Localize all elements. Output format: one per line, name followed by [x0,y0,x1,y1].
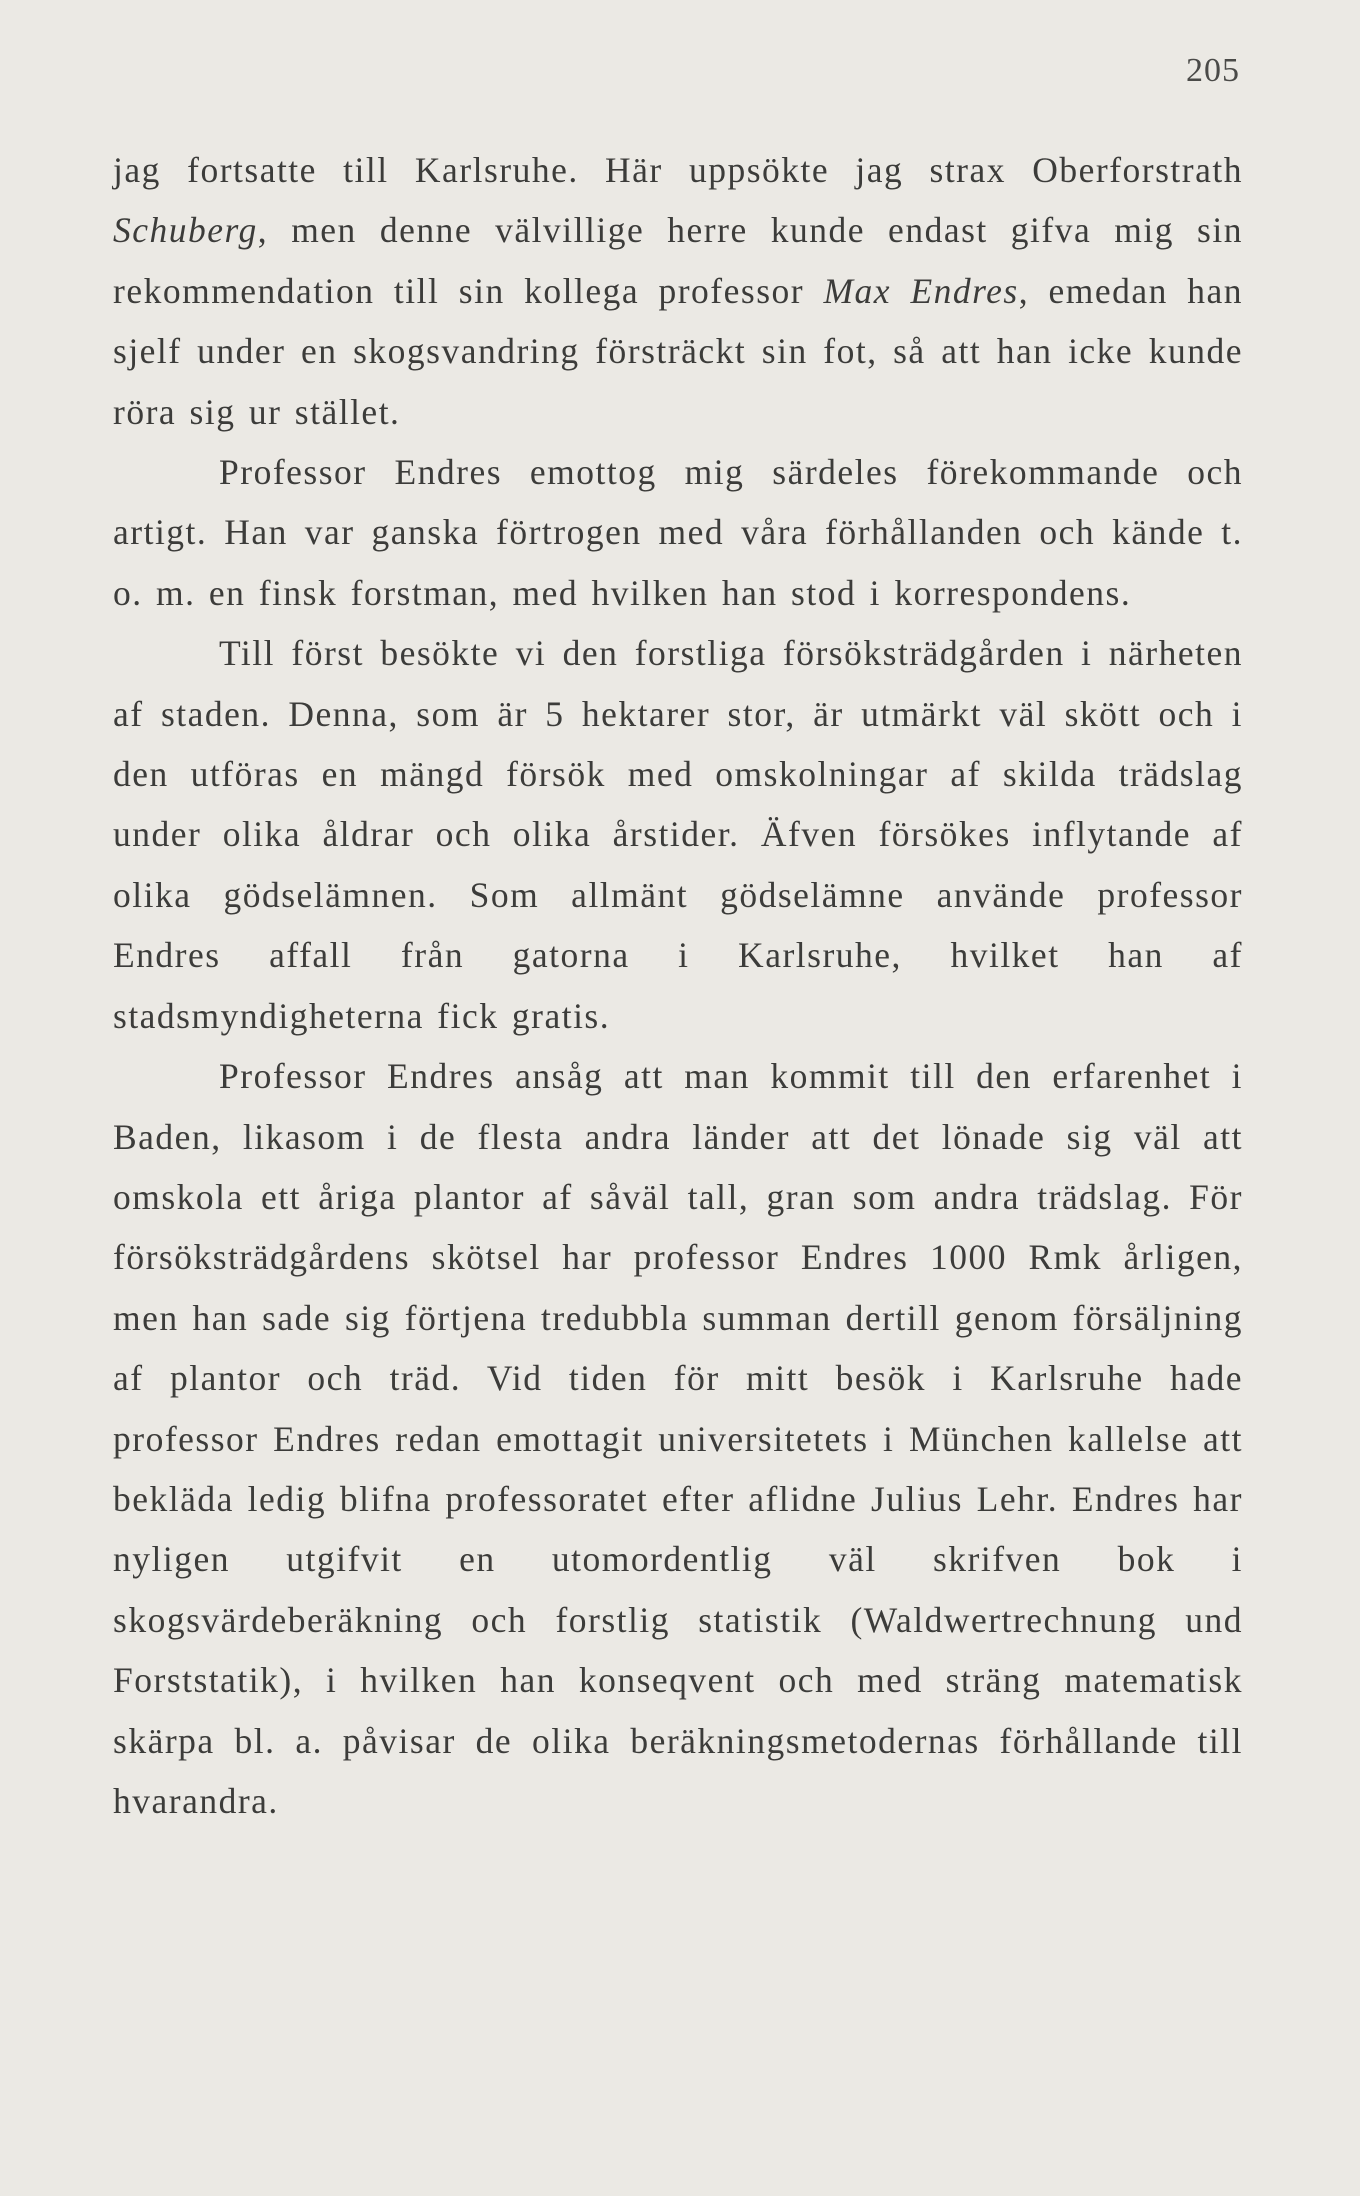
paragraph [113,442,1243,623]
text-segment: Professor Endres emottog mig särdeles förekommande och artigt. Han var ganska förtrogen med våra förhållanden och kände t. o. m. en finsk forstman, med hvilken han stod i korrespondens. [113,452,1243,613]
text-segment: , men denne välvillige herre kunde endast gifva mig sin rekommendation till sin kollega professor [113,210,1243,311]
body-text [113,140,1243,1831]
paragraph [113,623,1243,1046]
person-name: Schuberg [113,210,258,251]
text-segment: jag fortsatte till Karlsruhe. Här uppsökte jag strax Oberforstrath [113,150,1243,190]
person-name: Max Endres [823,270,1019,311]
paragraph [113,140,1243,442]
text-segment: , emedan han sjelf under en skogsvandring försträckt sin fot, så att han icke kunde röra sig ur stället. [113,270,1243,432]
text-segment: Till först besökte vi den forstliga försöksträdgården i närheten af staden. Denna, som är 5 hektarer stor, är utmärkt väl skött och i den utföras en mängd försök med omskolningar af skilda trädslag under olika åldrar och olika årstider. Äfven försökes inflytande af olika gödselämnen. Som allmänt gödselämne använde professor Endres affall från gatorna i Karlsruhe, hvilket han af stadsmyndigheterna fick gratis. [113,633,1243,1036]
text-segment: Professor Endres ansåg att man kommit till den erfarenhet i Baden, likasom i de flesta andra länder att det lönade sig väl att omskola ett åriga plantor af såväl tall, gran som andra trädslag. För försöksträdgårdens skötsel har professor Endres 1000 Rmk årligen, men han sade sig förtjena tredubbla summan dertill genom försäljning af plantor och träd. Vid tiden för mitt besök i Karlsruhe hade professor Endres redan emottagit universitetets i München kallelse att bekläda ledig blifna professoratet efter aflidne Julius Lehr. Endres har nyligen utgifvit en utomordentlig väl skrifven bok i skogsvärdeberäkning och forstlig statistik (Waldwertrechnung und Forststatik), i hvilken han konseqvent och med sträng matematisk skärpa bl. a. påvisar de olika beräkningsmetodernas förhållande till hvarandra. [113,1056,1243,1821]
page-number: 205 [1186,52,1240,89]
paragraph [113,1046,1243,1831]
